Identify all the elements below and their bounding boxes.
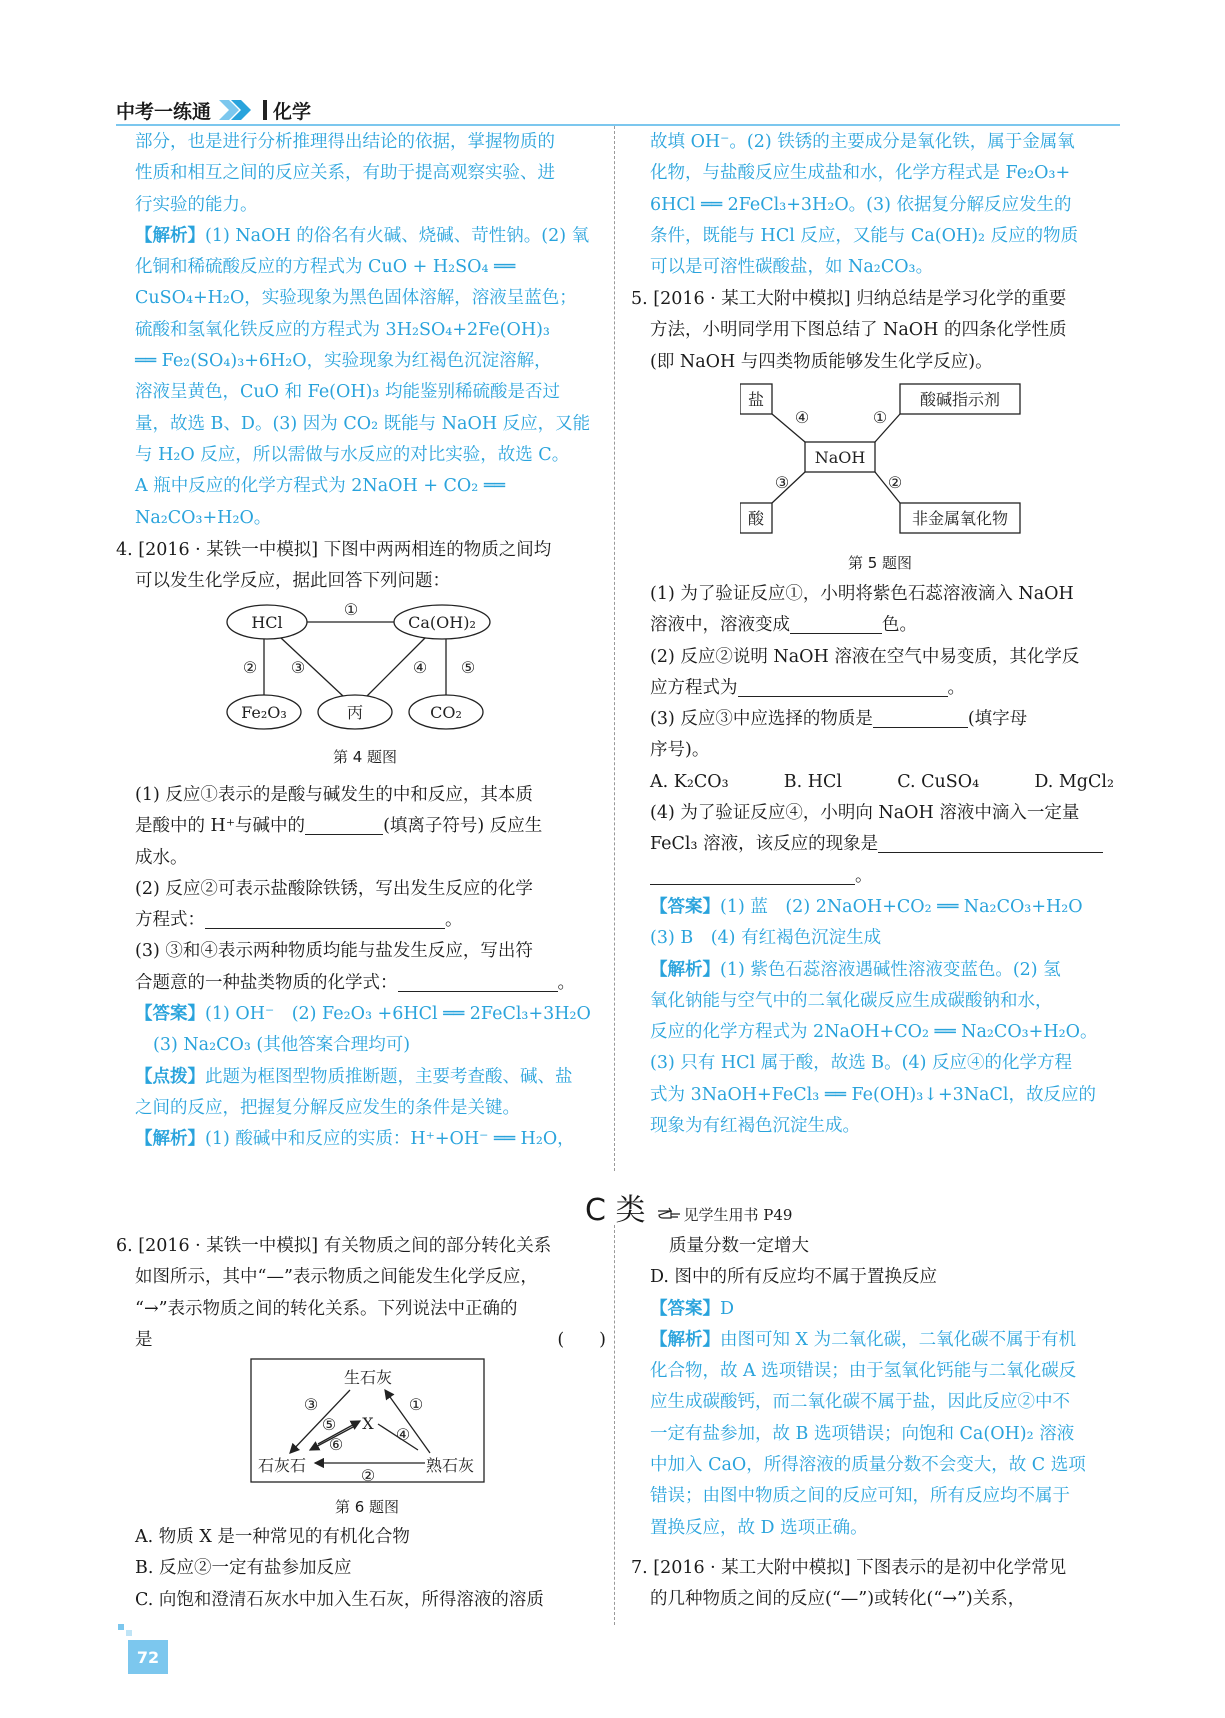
question-text: (即 NaOH 与四类物质能够发生化学反应)。 [650,351,993,372]
tip-line: 【点拨】此题为框图型物质推断题，主要考查酸、碱、盐 [135,1066,573,1087]
analysis-line: 错误；由图中物质之间的反应可知，所有反应均不属于 [650,1486,1070,1507]
node-x: X [362,1414,374,1433]
node-oxide: 非金属氧化物 [911,509,1009,528]
analysis-line: 中加入 CaO，所得溶液的质量分数不会变大，故 C 选项 [650,1455,1086,1476]
analysis-line: 式为 3NaOH+FeCl₃ ══ Fe(OH)₃↓+3NaCl，故反应的 [650,1084,1096,1105]
question-text: 如图所示，其中“—”表示物质之间能发生化学反应， [135,1267,538,1288]
node-indicator: 酸碱指示剂 [919,390,1001,409]
q4-intro [116,535,606,598]
q4-diagram [225,598,500,733]
answer-blank[interactable] [878,830,1103,853]
text-line: 部分，也是进行分析推理得出结论的依据，掌握物质的 [135,132,555,152]
question-text: FeCl₃ 溶液，该反应的现象是 [650,829,1120,860]
question-text: 5. [2016 · 某工大附中模拟] 归纳总结是学习化学的重要 [631,289,1067,309]
question-text: 是酸中的 H⁺与碱中的 (填离子符号) 反应生 [135,811,605,842]
reaction-label: ③ [290,658,306,677]
question-text: (2) 反应②可表示盐酸除铁锈，写出发生反应的化学 [135,878,533,899]
q6-options [135,1522,605,1616]
text-line: 硫酸和氢氧化铁反应的方程式为 3H₂SO₄+2Fe(OH)₃ [135,319,550,340]
reaction-label: ① [343,600,359,619]
q5-caption: 第 5 题图 [847,554,913,572]
option-b[interactable]: B. HCl [783,771,843,792]
answer-blank[interactable] [305,812,383,835]
question-text: 成水。 [135,847,188,868]
question-text: 4. [2016 · 某铁一中模拟] 下图中两两相连的物质之间均 [116,540,552,560]
q6-intro [116,1231,606,1356]
text-line: 行实验的能力。 [135,194,258,215]
subject-title: 化学 [273,100,312,123]
option-b[interactable]: B. 反应②一定有盐参加反应 [135,1558,352,1579]
question-text: 的几种物质之间的反应(“—”)或转化(“→”)关系， [650,1589,1026,1610]
analysis-line: 置换反应，故 D 选项正确。 [650,1517,868,1538]
question-text: 合题意的一种盐类物质的化学式： 。 [135,968,605,999]
header-divider [263,100,267,120]
answer-line: 【答案】(1) OH⁻ (2) Fe₂O₃ +6HCl ══ 2FeCl₃+3H₂O [135,1004,591,1025]
option-c[interactable]: C. CuSO₄ [897,771,980,792]
option-a[interactable]: A. K₂CO₃ [650,771,729,792]
q5-intro [631,284,1121,378]
question-text: 方法，小明同学用下图总结了 NaOH 的四条化学性质 [650,320,1067,341]
question-text: (3) 反应③中应选择的物质是 (填字母 [650,704,1120,735]
text-line: 溶液呈黄色，CuO 和 Fe(OH)₃ 均能鉴别稀硫酸是否过 [135,382,561,403]
answer-line: (3) B (4) 有红褐色沉淀生成 [650,928,882,949]
question-text: 7. [2016 · 某工大附中模拟] 下图表示的是初中化学常见 [631,1558,1067,1578]
q5-diagram [740,382,1025,537]
analysis-line: 【解析】(1) 紫色石蕊溶液遇碱性溶液变蓝色。(2) 氢 [650,959,1061,980]
q6-caption: 第 6 题图 [334,1498,400,1516]
question-text: 6. [2016 · 某铁一中模拟] 有关物质之间的部分转化关系 [116,1236,552,1256]
double-chevron-icon [217,98,257,122]
node-limestone: 石灰石 [257,1456,307,1475]
text-line: CuSO₄+H₂O，实验现象为黑色固体溶解，溶液呈蓝色； [135,288,577,309]
reaction-label: ⑥ [328,1435,344,1454]
reaction-label: ④ [395,1425,411,1444]
right-explanation [650,127,1120,283]
answer-blank[interactable] [205,906,445,929]
analysis-line: 一定有盐参加，故 B 选项错误；向饱和 Ca(OH)₂ 溶液 [650,1423,1075,1444]
text-line: A 瓶中反应的化学方程式为 2NaOH + CO₂ ══ [135,476,505,497]
q5-body [650,579,1120,1142]
running-header [116,97,311,123]
text-line: 6HCl ══ 2FeCl₃+3H₂O。(3) 依据复分解反应发生的 [650,194,1072,215]
q6-right [650,1231,1120,1544]
option-a[interactable]: A. 物质 X 是一种常见的有机化合物 [135,1527,410,1547]
option-c[interactable]: C. 向饱和澄清石灰水中加入生石灰，所得溶液的溶质 [135,1589,544,1610]
header-rule [116,124,1120,126]
question-text: 序号)。 [650,740,710,761]
text-line: 化铜和稀硫酸反应的方程式为 CuO + H₂SO₄ ══ [135,257,516,278]
option-c-cont: 质量分数一定增大 [669,1236,809,1256]
text-line: 与 H₂O 反应，所以需做与水反应的对比实验，故选 C。 [135,444,570,465]
question-text: “→”表示物质之间的转化关系。下列说法中正确的 [135,1298,518,1319]
answer-blank[interactable] [790,611,882,634]
question-text: (1) 反应①表示的是酸与碱发生的中和反应，其本质 [135,785,533,805]
q6-diagram [250,1358,485,1483]
analysis-line: 化合物，故 A 选项错误；由于氢氧化钙能与二氧化碳反 [650,1361,1077,1382]
node-acid: 酸 [747,509,765,528]
question-text: 应方程式为 。 [650,673,1120,704]
text-line: Na₂CO₃+H₂O。 [135,507,272,528]
question-text: 方程式： 。 [135,905,605,936]
reaction-label: ② [242,658,258,677]
node-bing: 丙 [346,703,364,722]
answer-blank[interactable] [650,862,855,885]
question-text: (2) 反应②说明 NaOH 溶液在空气中易变质，其化学反 [650,646,1080,667]
answer-line: (3) Na₂CO₃ (其他答案合理均可) [153,1035,411,1056]
node-co2: CO₂ [430,703,462,722]
reaction-label: ③ [774,473,790,492]
reaction-label: ② [360,1466,376,1483]
analysis-line: (3) 只有 HCl 属于酸，故选 B。(4) 反应④的化学方程 [650,1053,1072,1074]
text-line: 【解析】(1) NaOH 的俗名有火碱、烧碱、苛性钠。(2) 氧 [135,225,590,246]
left-explanation [135,127,600,534]
question-text: 是 ( ) [116,1325,606,1356]
answer-blank[interactable] [873,705,968,728]
student-book-ref[interactable]: 见学生用书 P49 [657,1204,792,1225]
answer-line: 【答案】D [650,1298,735,1319]
text-line: 量，故选 B、D。(3) 因为 CO₂ 既能与 NaOH 反应，又能 [135,413,591,434]
reaction-label: ④ [794,408,810,427]
tip-line: 之间的反应，把握复分解反应发生的条件是关键。 [135,1097,520,1118]
answer-line: 【答案】(1) 蓝 (2) 2NaOH+CO₂ ══ Na₂CO₃+H₂O [650,896,1083,917]
option-d[interactable]: D. MgCl₂ [1034,771,1114,792]
text-line: 故填 OH⁻。(2) 铁锈的主要成分是氧化铁，属于金属氧 [650,132,1075,152]
book-title: 中考一练通 [116,100,212,123]
analysis-line: 【解析】(1) 酸碱中和反应的实质：H⁺+OH⁻ ══ H₂O， [135,1129,575,1150]
q7-intro [631,1553,1121,1616]
node-salt: 盐 [747,390,765,409]
column-divider-lower [614,1225,615,1625]
question-text: 。 [650,861,1120,892]
question-text: 可以发生化学反应，据此回答下列问题： [135,571,450,592]
analysis-line: 氧化钠能与空气中的二氧化碳反应生成碳酸钠和水， [650,990,1053,1011]
analysis-line: 现象为有红褐色沉淀生成。 [650,1116,860,1137]
option-d[interactable]: D. 图中的所有反应均不属于置换反应 [650,1267,938,1288]
page-number: 72 [128,1640,168,1674]
question-text: (3) ③和④表示两种物质均能与盐发生反应，写出符 [135,941,533,962]
answer-paren[interactable]: ( ) [557,1329,606,1350]
text-line: ══ Fe₂(SO₄)₃+6H₂O，实验现象为红褐色沉淀溶解， [135,351,552,372]
answer-blank[interactable] [398,969,558,992]
column-divider [614,126,615,1171]
text-line: 化物，与盐酸反应生成盐和水，化学方程式是 Fe₂O₃+ [650,163,1071,184]
reaction-label: ① [872,408,888,427]
answer-blank[interactable] [738,674,948,697]
question-text: 溶液中，溶液变成 色。 [650,610,1120,641]
node-slaked-lime: 熟石灰 [425,1456,475,1475]
q4-caption: 第 4 题图 [332,748,398,766]
analysis-line: 【解析】由图可知 X 为二氧化碳，二氧化碳不属于有机 [650,1329,1077,1350]
text-line: 可以是可溶性碳酸盐，如 Na₂CO₃。 [650,257,934,278]
analysis-line: 应生成碳酸钙，而二氧化碳不属于盐，因此反应②中不 [650,1392,1070,1413]
reaction-label: ⑤ [321,1415,337,1434]
pointing-hand-icon [657,1207,683,1221]
question-text: (1) 为了验证反应①，小明将紫色石蕊溶液滴入 NaOH [650,584,1074,604]
q4-body [135,780,605,1156]
reaction-label: ① [408,1395,424,1414]
analysis-line: 反应的化学方程式为 2NaOH+CO₂ ══ Na₂CO₃+H₂O。 [650,1022,1098,1043]
reaction-label: ② [887,473,903,492]
node-quicklime: 生石灰 [343,1368,393,1387]
question-text: (4) 为了验证反应④，小明向 NaOH 溶液中滴入一定量 [650,803,1080,824]
reaction-label: ④ [412,658,428,677]
analysis-tag: 【解析】 [135,225,205,246]
node-caoh2: Ca(OH)₂ [408,613,476,632]
options-row [650,767,1120,798]
section-header [585,1185,792,1229]
node-naoh: NaOH [814,448,866,467]
reaction-label: ⑤ [460,658,476,677]
node-hcl: HCl [251,613,283,632]
node-fe2o3: Fe₂O₃ [241,703,287,722]
page-corner-decoration [116,1624,146,1640]
reaction-label: ③ [303,1395,319,1414]
text-line: 性质和相互之间的反应关系，有助于提高观察实验、进 [135,163,555,184]
section-title: C 类 [585,1193,646,1228]
text-line: 条件，既能与 HCl 反应，又能与 Ca(OH)₂ 反应的物质 [650,225,1079,246]
